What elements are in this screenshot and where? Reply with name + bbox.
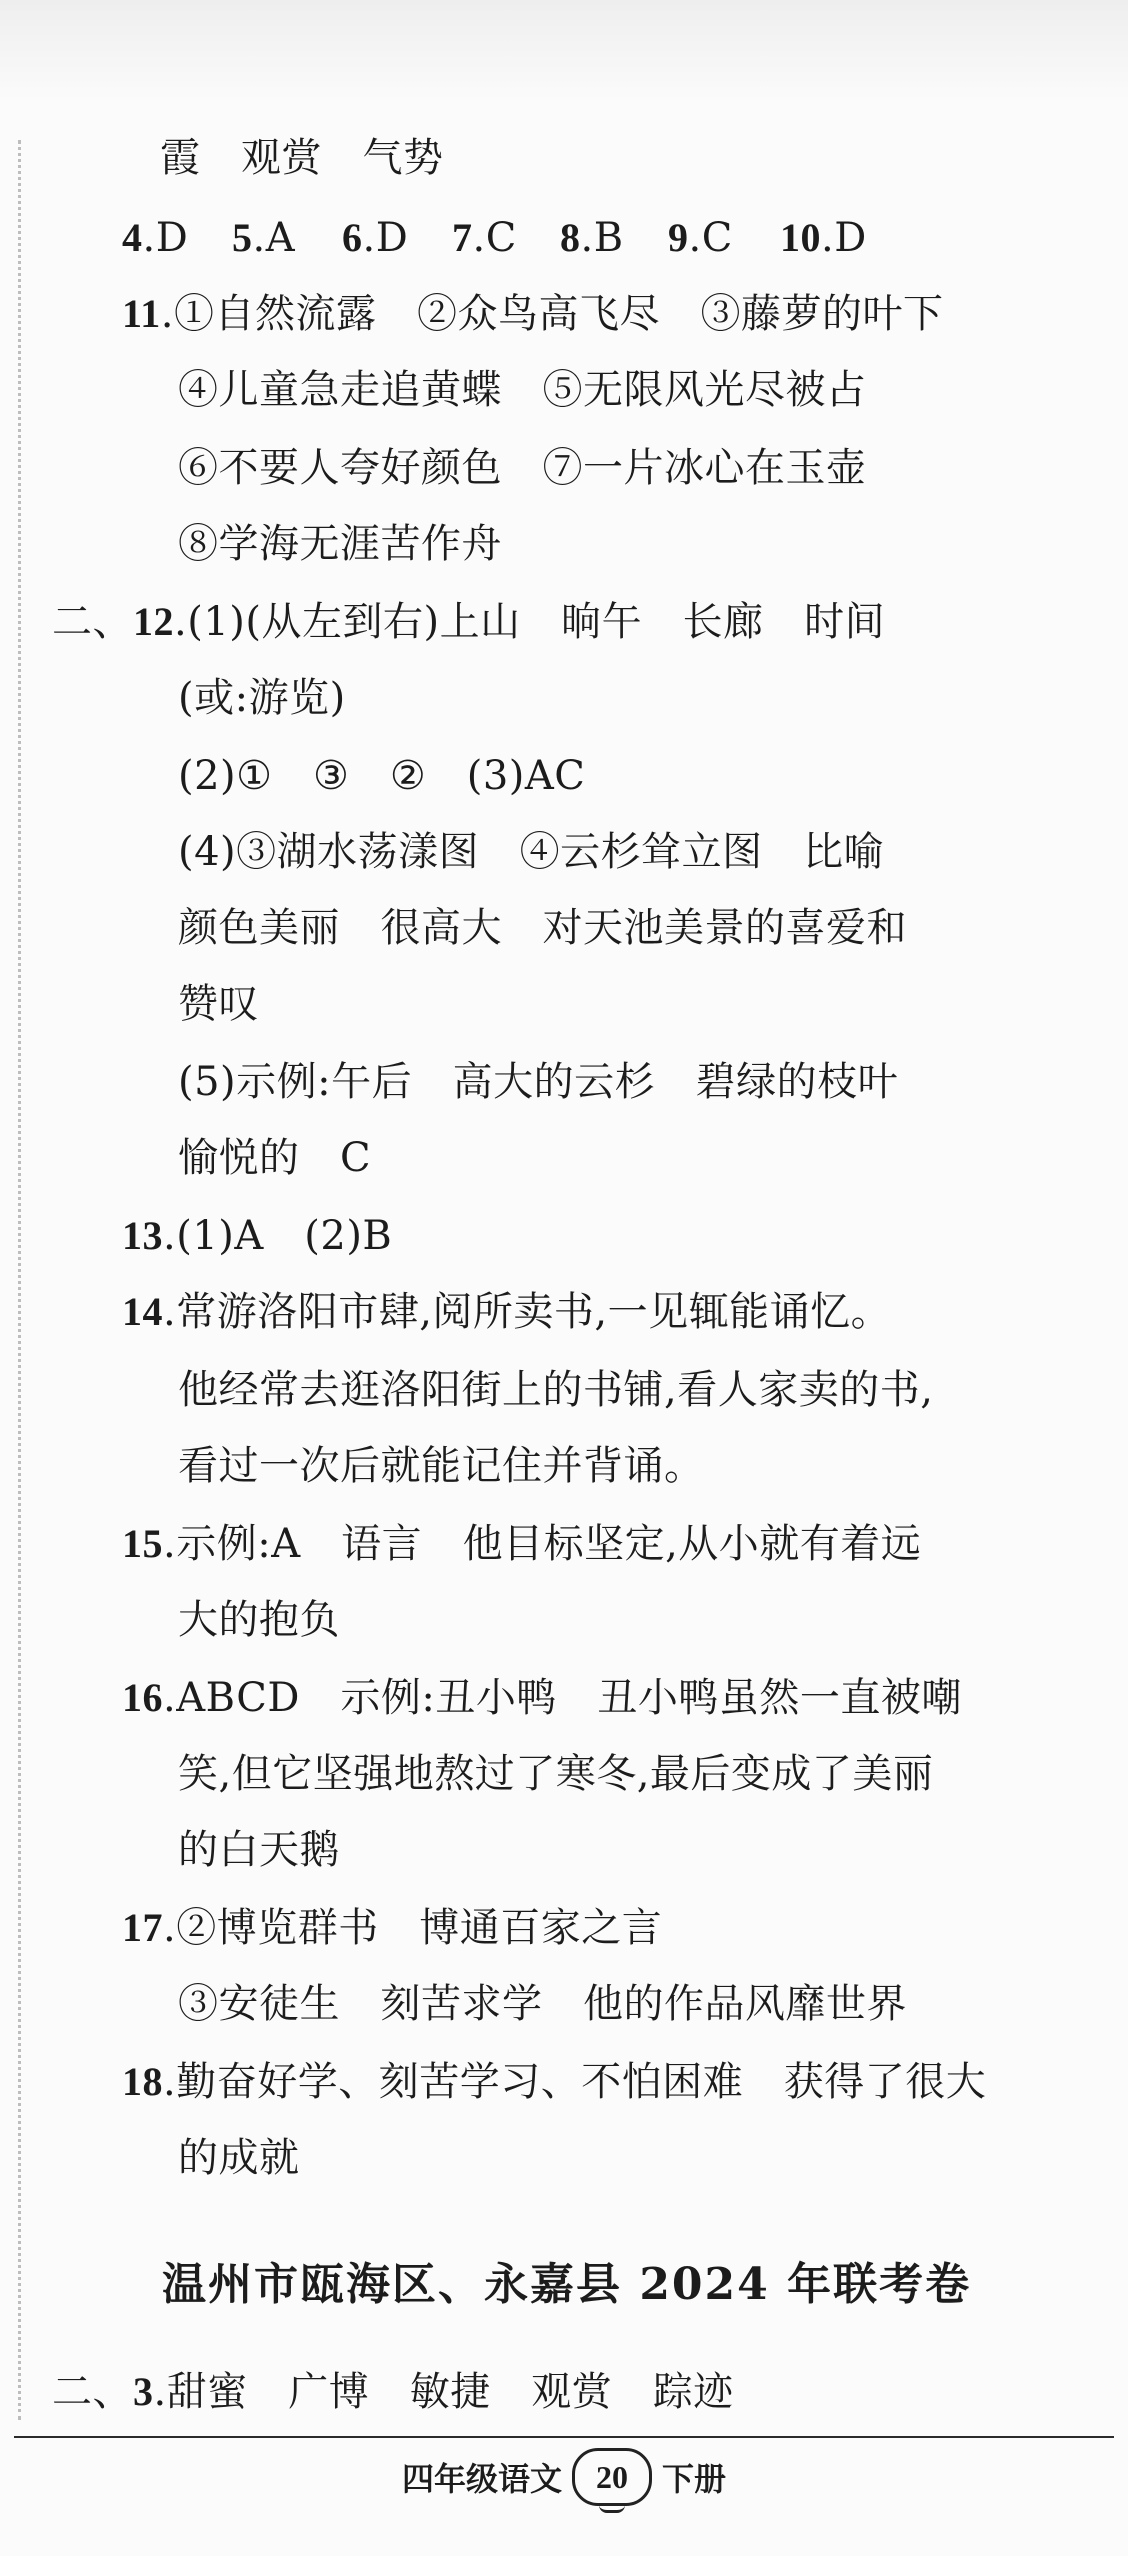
- answer-q18-line2: 的成就: [178, 2135, 300, 2181]
- page-number: 20: [596, 2458, 628, 2495]
- question-number: 17: [122, 1905, 163, 1950]
- answer-text: .①自然流露 ②众鸟高飞尽 ③藤萝的叶下: [160, 291, 944, 337]
- answer-q13: [122, 1210, 392, 1262]
- question-number: 18: [122, 2059, 163, 2104]
- question-number: 13: [122, 1213, 163, 1258]
- answer-q7: [452, 212, 517, 264]
- answer-text: .(1)(从左到右)上山 晌午 长廊 时间: [174, 599, 886, 645]
- answer-q18: [122, 2056, 986, 2108]
- footer-volume: 下册: [662, 2460, 727, 2498]
- answer-text: .勤奋好学、刻苦学习、不怕困难 获得了很大: [163, 2059, 987, 2105]
- answer-text: .C: [688, 215, 733, 261]
- answer-q12-line2: (或:游览): [178, 675, 346, 721]
- answer-text: .示例:A 语言 他目标坚定,从小就有着远: [163, 1521, 922, 1567]
- answer-text: .②博览群书 博通百家之言: [163, 1905, 663, 1951]
- answer-q17-line2: ③安徒生 刻苦求学 他的作品风靡世界: [178, 1981, 907, 2027]
- section-title: 温州市瓯海区、永嘉县 2024 年联考卷: [162, 2259, 972, 2310]
- page-footer: [0, 2448, 1128, 2506]
- answer-text: .甜蜜 广博 敏捷 观赏 踪迹: [153, 2369, 734, 2415]
- margin-dotted-line: [18, 140, 21, 2420]
- answer-q10: [780, 212, 867, 264]
- answer-q17: [122, 1902, 662, 1954]
- answer-q8: [560, 212, 624, 264]
- question-number: 11: [122, 291, 161, 336]
- answer-text: .D: [142, 215, 189, 261]
- footer-rule: [14, 2436, 1114, 2438]
- answer-q12-line5: 颜色美丽 很高大 对天池美景的喜爱和: [178, 905, 907, 951]
- question-number: 8: [560, 215, 581, 260]
- answer-text: .常游洛阳市肆,阅所卖书,一见辄能诵忆。: [163, 1289, 892, 1335]
- footer-grade-subject: 四年级语文: [401, 2460, 562, 2498]
- question-number: 12: [133, 599, 174, 644]
- question-number: 3: [133, 2369, 154, 2414]
- section-prefix: 二、: [52, 599, 133, 645]
- answer-q12-line3: (2)① ③ ② (3)AC: [178, 753, 586, 799]
- answer-q12-line6: 赞叹: [178, 981, 259, 1027]
- answer-text: .B: [580, 215, 624, 261]
- answer-q3: [52, 2366, 734, 2418]
- answer-line-continuation: 霞 观赏 气势: [160, 135, 444, 181]
- question-number: 4: [122, 215, 143, 260]
- answer-q11-line2: ④儿童急走追黄蝶 ⑤无限风光尽被占: [178, 367, 867, 413]
- question-number: 14: [122, 1289, 163, 1334]
- question-number: 6: [342, 215, 363, 260]
- question-number: 5: [232, 215, 253, 260]
- answer-q11-line3: ⑥不要人夸好颜色 ⑦一片冰心在玉壶: [178, 445, 867, 491]
- answer-row-choices: [122, 212, 188, 264]
- answer-q16-line3: 的白天鹅: [178, 1827, 340, 1873]
- answer-q11-line4: ⑧学海无涯苦作舟: [178, 521, 502, 567]
- answer-text: .A: [252, 215, 296, 261]
- answer-q12: [52, 596, 885, 648]
- answer-q14: [122, 1286, 891, 1338]
- answer-text: .(1)A (2)B: [163, 1213, 393, 1259]
- answer-q11: [122, 288, 944, 340]
- answer-q16: [122, 1672, 962, 1724]
- answer-text: .D: [821, 215, 867, 261]
- answer-q16-line2: 笑,但它坚强地熬过了寒冬,最后变成了美丽: [178, 1751, 934, 1797]
- question-number: 9: [668, 215, 689, 260]
- answer-q6: [342, 212, 408, 264]
- answer-text: .ABCD 示例:丑小鸭 丑小鸭虽然一直被嘲: [163, 1675, 962, 1721]
- page-number-badge: [572, 2448, 652, 2506]
- answer-q14-line2: 他经常去逛洛阳街上的书铺,看人家卖的书,: [178, 1367, 934, 1413]
- section-prefix: 二、: [52, 2369, 133, 2415]
- answer-q14-line3: 看过一次后就能记住并背诵。: [178, 1443, 705, 1489]
- answer-text: .C: [472, 215, 517, 261]
- answer-q15: [122, 1518, 921, 1570]
- answer-q9: [668, 212, 733, 264]
- question-number: 16: [122, 1675, 163, 1720]
- top-shade: [0, 0, 1128, 100]
- answer-q15-line2: 大的抱负: [178, 1597, 340, 1643]
- answer-q12-line4: (4)③湖水荡漾图 ④云杉耸立图 比喻: [178, 829, 885, 875]
- answer-q12-line8: 愉悦的 C: [178, 1135, 372, 1181]
- answer-q12-line7: (5)示例:午后 高大的云杉 碧绿的枝叶: [178, 1059, 899, 1105]
- question-number: 15: [122, 1521, 163, 1566]
- question-number: 10: [780, 215, 821, 260]
- answer-text: .D: [362, 215, 409, 261]
- answer-q5: [232, 212, 295, 264]
- question-number: 7: [452, 215, 473, 260]
